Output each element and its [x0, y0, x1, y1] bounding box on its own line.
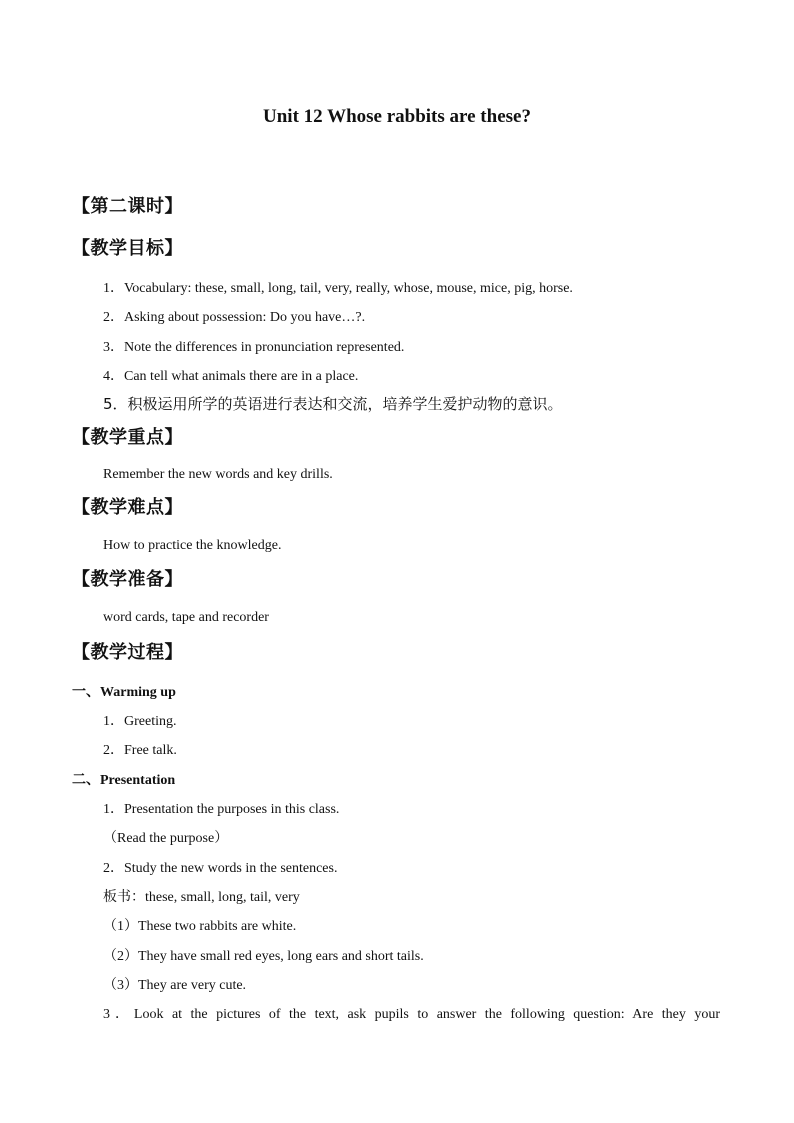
difficulties-text: How to practice the knowledge.: [103, 538, 282, 553]
presentation-sentence-3: （3）They are very cute.: [103, 978, 247, 993]
heading-difficulties: 【教学难点】: [72, 497, 183, 517]
objective-item-5: 5．积极运用所学的英语进行表达和交流，培养学生爱护动物的意识。: [103, 395, 563, 413]
presentation-board: 板书：these, small, long, tail, very: [103, 890, 300, 905]
document-title: Unit 12 Whose rabbits are these?: [263, 106, 531, 127]
heading-lesson: 【第二课时】: [72, 196, 183, 216]
presentation-title: 二、Presentation: [72, 773, 176, 788]
presentation-sentence-2: （2）They have small red eyes, long ears and short tails.: [103, 949, 424, 964]
objective-item-3: 3．Note the differences in pronunciation represented.: [103, 340, 405, 355]
heading-preparation: 【教学准备】: [72, 569, 183, 589]
objective-item-2: 2．Asking about possession: Do you have…?.: [103, 310, 366, 325]
presentation-sentence-1: （1）These two rabbits are white.: [103, 919, 297, 934]
heading-key-points: 【教学重点】: [72, 427, 183, 447]
heading-process: 【教学过程】: [72, 642, 183, 662]
warmup-item-1: 1．Greeting.: [103, 714, 177, 729]
preparation-text: word cards, tape and recorder: [103, 610, 269, 625]
objective-item-1: 1．Vocabulary: these, small, long, tail, very, really, whose, mouse, mice, pig, horse.: [103, 281, 573, 296]
presentation-item-3: 2．Study the new words in the sentences.: [103, 861, 338, 876]
presentation-item-1: 1．Presentation the purposes in this class.: [103, 802, 340, 817]
presentation-item-2: （Read the purpose）: [103, 831, 229, 846]
warmup-item-2: 2．Free talk.: [103, 743, 177, 758]
key-points-text: Remember the new words and key drills.: [103, 467, 333, 482]
objective-item-4: 4．Can tell what animals there are in a place.: [103, 369, 359, 384]
heading-objectives: 【教学目标】: [72, 238, 183, 258]
presentation-item-4: 3．Look at the pictures of the text, ask pupils to answer the following question: Are they your: [103, 1007, 720, 1022]
warmup-title: 一、Warming up: [72, 685, 176, 700]
